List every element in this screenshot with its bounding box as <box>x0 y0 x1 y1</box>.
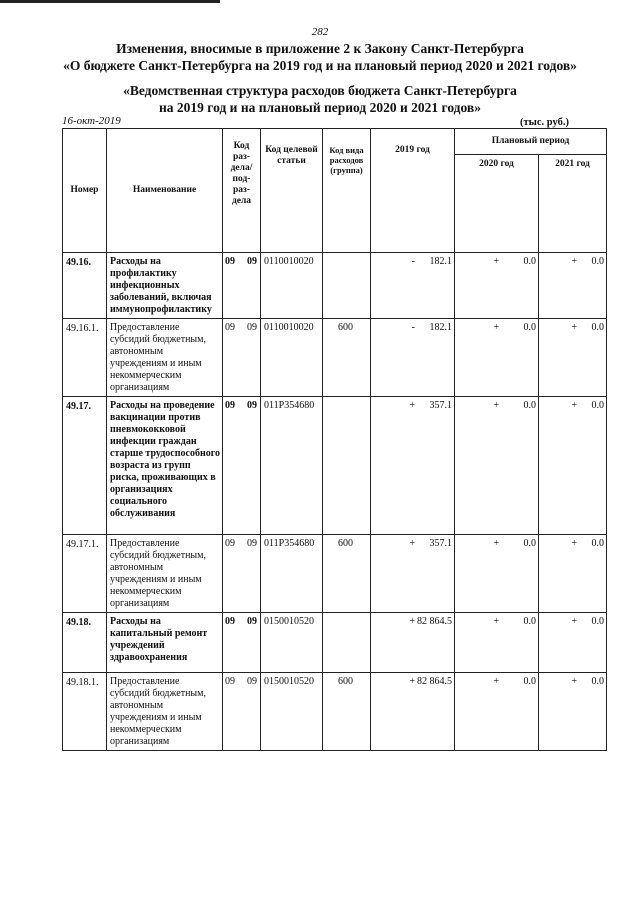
row-amount-2021 <box>539 397 607 535</box>
heading-line-2: «О бюджете Санкт-Петербурга на 2019 год и на плановый период 2020 и 2021 годов» <box>63 58 577 73</box>
table-row <box>63 613 607 673</box>
amount-sign: + <box>493 256 499 267</box>
amount-sign: + <box>571 538 577 549</box>
amount-value: 82 864.5 <box>417 676 452 687</box>
row-number: 49.16.1. <box>63 319 107 397</box>
row-section-code <box>223 319 261 397</box>
row-amount-2021 <box>539 673 607 751</box>
row-kind-code <box>323 397 371 535</box>
document-date: 16-окт-2019 <box>62 115 121 127</box>
col-target: Код целевой статьи <box>261 129 323 253</box>
col-planned: Плановый период <box>455 129 607 155</box>
table-row <box>63 253 607 319</box>
section-code: 09 <box>225 676 235 687</box>
amount-value: 0.0 <box>523 322 536 333</box>
amount-value: 0.0 <box>523 616 536 627</box>
units-label: (тыс. руб.) <box>520 117 569 128</box>
col-kind: Код вида расходов (группа) <box>323 129 371 253</box>
row-target-code: 011P354680 <box>261 535 323 613</box>
row-kind-code <box>323 613 371 673</box>
amount-sign: - <box>411 256 415 267</box>
amount-value: 0.0 <box>591 400 604 411</box>
amount-value: 0.0 <box>523 676 536 687</box>
row-section-code <box>223 535 261 613</box>
table-row <box>63 535 607 613</box>
amount-sign: + <box>571 322 577 333</box>
amount-sign: + <box>493 676 499 687</box>
amount-sign: + <box>409 400 415 411</box>
amount-sign: - <box>411 322 415 333</box>
row-amount-2021 <box>539 535 607 613</box>
page-number: 282 <box>311 26 329 38</box>
col-name: Наименование <box>107 129 223 253</box>
row-amount-2020 <box>455 397 539 535</box>
amount-value: 182.1 <box>429 256 452 267</box>
row-amount-2019 <box>371 673 455 751</box>
row-number: 49.16. <box>63 253 107 319</box>
row-amount-2019 <box>371 319 455 397</box>
row-number: 49.18.1. <box>63 673 107 751</box>
amount-value: 0.0 <box>591 322 604 333</box>
row-amount-2020 <box>455 319 539 397</box>
row-name: Расходы на капитальный ремонт учреждений здравоохранения <box>107 613 223 673</box>
subsection-code: 09 <box>247 256 257 267</box>
title-line-2: на 2019 год и на плановый период 2020 и 2021 годов» <box>159 100 481 115</box>
amount-value: 0.0 <box>591 256 604 267</box>
amount-sign: + <box>571 676 577 687</box>
row-kind-code: 600 <box>323 535 371 613</box>
amount-value: 0.0 <box>523 400 536 411</box>
amount-value: 0.0 <box>591 538 604 549</box>
amount-sign: + <box>409 676 415 687</box>
row-name: Расходы на проведение вакцинации против пневмококковой инфекции граждан старше трудоспособного возраста из групп риска, проживающих в организациях социального обслуживания <box>107 397 223 535</box>
row-amount-2019 <box>371 253 455 319</box>
row-name: Предоставление субсидий бюджетным, автономным учреждениям и иным некоммерческим организациям <box>107 319 223 397</box>
amount-sign: + <box>493 538 499 549</box>
row-target-code: 0150010520 <box>261 673 323 751</box>
row-name: Расходы на профилактику инфекционных заболеваний, включая иммунопрофилактику <box>107 253 223 319</box>
heading-line-1: Изменения, вносимые в приложение 2 к Закону Санкт-Петербурга <box>116 41 524 56</box>
subsection-code: 09 <box>247 676 257 687</box>
amount-value: 0.0 <box>591 676 604 687</box>
amount-value: 82 864.5 <box>417 616 452 627</box>
row-target-code: 0110010020 <box>261 319 323 397</box>
amount-value: 0.0 <box>591 616 604 627</box>
amount-sign: + <box>571 256 577 267</box>
table-row <box>63 319 607 397</box>
col-section: Код раз- дела/ под- раз- дела <box>223 129 261 253</box>
row-kind-code <box>323 253 371 319</box>
row-amount-2020 <box>455 673 539 751</box>
row-section-code <box>223 673 261 751</box>
amount-value: 357.1 <box>429 538 452 549</box>
row-amount-2021 <box>539 319 607 397</box>
scan-artifact <box>0 0 220 3</box>
row-name: Предоставление субсидий бюджетным, автономным учреждениям и иным некоммерческим организациям <box>107 673 223 751</box>
row-amount-2021 <box>539 253 607 319</box>
row-number: 49.18. <box>63 613 107 673</box>
row-kind-code: 600 <box>323 319 371 397</box>
amount-value: 0.0 <box>523 538 536 549</box>
row-kind-code: 600 <box>323 673 371 751</box>
row-section-code <box>223 253 261 319</box>
subsection-code: 09 <box>247 400 257 411</box>
amount-sign: + <box>493 400 499 411</box>
row-amount-2019 <box>371 613 455 673</box>
budget-table <box>62 128 607 751</box>
section-code: 09 <box>225 616 235 627</box>
section-code: 09 <box>225 538 235 549</box>
amount-value: 182.1 <box>429 322 452 333</box>
col-2019: 2019 год <box>371 129 455 253</box>
section-code: 09 <box>225 400 235 411</box>
amount-value: 357.1 <box>429 400 452 411</box>
row-section-code <box>223 397 261 535</box>
section-code: 09 <box>225 322 235 333</box>
col-number: Номер <box>63 129 107 253</box>
amount-sign: + <box>571 616 577 627</box>
table-row <box>63 397 607 535</box>
row-target-code: 011P354680 <box>261 397 323 535</box>
row-number: 49.17. <box>63 397 107 535</box>
table-row <box>63 673 607 751</box>
row-amount-2021 <box>539 613 607 673</box>
section-code: 09 <box>225 256 235 267</box>
amount-sign: + <box>409 616 415 627</box>
row-number: 49.17.1. <box>63 535 107 613</box>
row-amount-2019 <box>371 397 455 535</box>
amount-sign: + <box>493 616 499 627</box>
row-amount-2020 <box>455 613 539 673</box>
row-name: Предоставление субсидий бюджетным, автономным учреждениям и иным некоммерческим организациям <box>107 535 223 613</box>
amount-value: 0.0 <box>523 256 536 267</box>
subsection-code: 09 <box>247 538 257 549</box>
col-2020: 2020 год <box>455 155 539 253</box>
amount-sign: + <box>409 538 415 549</box>
row-amount-2020 <box>455 535 539 613</box>
row-target-code: 0150010520 <box>261 613 323 673</box>
document-heading <box>20 40 620 74</box>
subsection-code: 09 <box>247 616 257 627</box>
document-title <box>20 82 620 116</box>
row-amount-2019 <box>371 535 455 613</box>
row-amount-2020 <box>455 253 539 319</box>
row-section-code <box>223 613 261 673</box>
col-2021: 2021 год <box>539 155 607 253</box>
row-target-code: 0110010020 <box>261 253 323 319</box>
amount-sign: + <box>493 322 499 333</box>
subsection-code: 09 <box>247 322 257 333</box>
amount-sign: + <box>571 400 577 411</box>
title-line-1: «Ведомственная структура расходов бюджета Санкт-Петербурга <box>123 83 517 98</box>
